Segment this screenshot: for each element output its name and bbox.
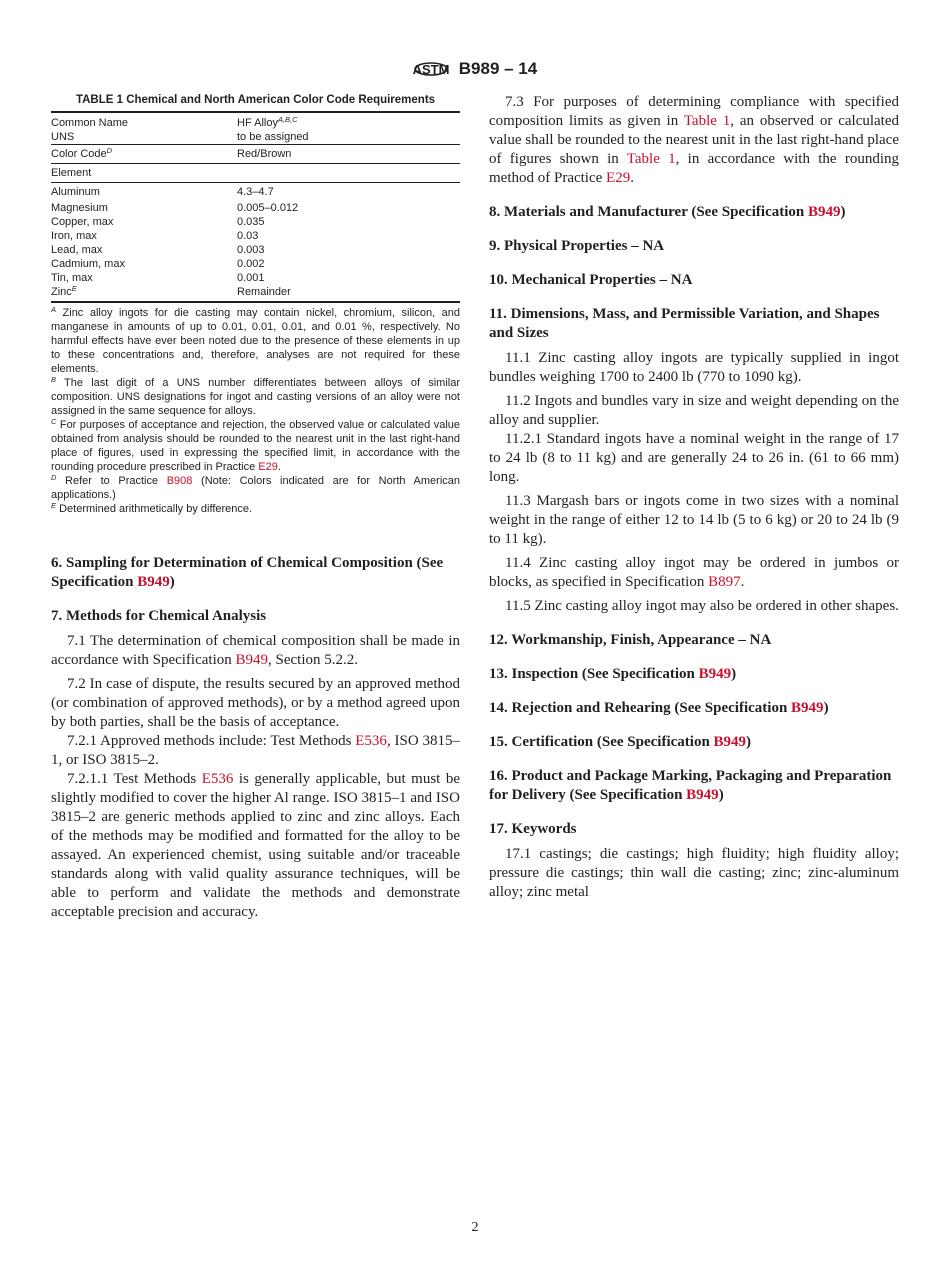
table-row <box>51 257 460 271</box>
page-number: 2 <box>471 1220 479 1235</box>
text-run: ) <box>746 734 752 750</box>
paragraph <box>489 93 899 188</box>
composition-table <box>51 111 460 303</box>
text-run: 17.1 castings; die castings; high fluidity; high fluidity alloy; pressure die castings; thin wall die casting; zinc; zinc-aluminum alloy; zinc metal <box>489 846 899 900</box>
paragraph <box>489 597 899 616</box>
svg-text:ASTM: ASTM <box>412 62 449 77</box>
reference-link[interactable]: B897 <box>708 574 741 590</box>
paragraph <box>489 492 899 549</box>
text-run: . <box>277 461 281 473</box>
text-run: 8. Materials and Manufacturer (See Specification <box>489 204 808 220</box>
footnote-mark: B <box>51 375 57 384</box>
paragraph <box>51 732 460 770</box>
footnote <box>51 376 460 418</box>
text-run: 9. Physical Properties – NA <box>489 238 665 254</box>
paragraph <box>489 554 899 592</box>
row-value: HF Alloy$^{A,B,C}$ <box>237 112 460 130</box>
text-run: (Note: Colors indicated are for North American applications.) <box>51 475 461 501</box>
text-run: Zinc alloy ingots for die casting may contain nickel, chromium, silicon, and manganese in amounts of up to 0.01, 0.01, 0.01, and 0.01 %, respectively. No harmful effects have ever been noted due to the presence of these elements in up to these concentrations and, therefore, analyses are not required for these elements. <box>51 307 460 375</box>
text-run: , Section 5.2.2. <box>268 652 359 668</box>
paragraph <box>489 349 899 387</box>
table-footnotes <box>51 306 460 516</box>
table-title: TABLE 1 Chemical and North American Color Code Requirements <box>75 94 436 106</box>
text-run: 10. Mechanical Properties – NA <box>489 272 693 288</box>
text-run: . <box>630 170 634 186</box>
text-run: For purposes of acceptance and rejection, the observed value or calculated value obtained from analysis should be rounded to the nearest unit in the last right-hand place of figures, used in expressing the specified limit, in accordance with the rounding procedure prescribed in Practice <box>51 419 460 473</box>
text-run: 11.2.1 Standard ingots have a nominal weight in the range of 17 to 24 lb (8 to 11 kg) and are generally 24 to 26 in. (61 to 66 mm) long. <box>489 431 899 485</box>
row-label: Copper, max <box>51 216 114 228</box>
row-label: Lead, max <box>51 244 103 256</box>
text-run: 15. Certification (See Specification <box>489 734 714 750</box>
section-heading <box>489 631 899 650</box>
table-row <box>51 164 460 183</box>
row-value: 0.003 <box>237 244 265 256</box>
row-value: to be assigned <box>237 131 309 143</box>
text-run: 7.2.1 Approved methods include: Test Methods <box>67 733 356 749</box>
text-run: 16. Product and Package Marking, Packaging and Preparation for Delivery (See Specification <box>489 768 892 803</box>
section-heading <box>489 271 899 290</box>
text-run: 11. Dimensions, Mass, and Permissible Variation, and Shapes and Sizes <box>489 306 880 341</box>
footnote-mark: E <box>71 284 77 293</box>
reference-link[interactable]: Table 1 <box>626 151 676 167</box>
text-run: Refer to Practice <box>65 475 167 487</box>
row-label: Iron, max <box>51 230 97 242</box>
text-run: 11.1 Zinc casting alloy ingots are typically supplied in ingot bundles weighing 1700 to 2400 lb (770 to 1090 kg). <box>489 350 899 385</box>
table-row <box>51 183 460 202</box>
row-value: 0.035 <box>237 216 265 228</box>
footnote-mark: A,B,C <box>277 115 298 124</box>
paragraph <box>489 430 899 487</box>
reference-link[interactable]: Table 1 <box>683 113 731 129</box>
reference-link[interactable]: E536 <box>201 771 234 787</box>
section-heading <box>489 733 899 752</box>
text-run: 13. Inspection (See Specification <box>489 666 699 682</box>
section-heading <box>489 820 899 839</box>
section-heading <box>51 554 460 592</box>
table-row <box>51 271 460 285</box>
paragraph <box>489 392 899 430</box>
footnote <box>51 502 460 516</box>
row-value: 0.03 <box>237 230 259 242</box>
row-label: Zinc$^E$ <box>51 285 237 302</box>
text-run: 11.5 Zinc casting alloy ingot may also be ordered in other shapes. <box>505 598 899 614</box>
text-run: 17. Keywords <box>489 821 577 837</box>
text-run: , in accordance with the rounding method of Practice <box>489 151 899 186</box>
table-row <box>51 130 460 145</box>
table-row <box>51 243 460 257</box>
text-run: 7.2.1.1 Test Methods <box>67 771 202 787</box>
footnote-mark: D <box>106 146 113 155</box>
text-run: ) <box>169 574 175 590</box>
text-run: ) <box>840 204 846 220</box>
footnote-mark: E <box>51 501 57 510</box>
reference-link[interactable]: B949 <box>698 666 732 682</box>
text-run: ) <box>823 700 829 716</box>
text-run: , ISO 3815–1, or ISO 3815–2. <box>51 733 461 768</box>
row-label: Tin, max <box>51 272 93 284</box>
row-value: Remainder <box>237 285 460 302</box>
row-value: 0.001 <box>237 272 265 284</box>
table-row <box>51 201 460 215</box>
row-label: Color Code$^D$ <box>51 145 237 164</box>
paragraph <box>51 632 460 670</box>
row-value: 0.002 <box>237 258 265 270</box>
table-row <box>51 285 460 302</box>
reference-link[interactable]: E29 <box>606 170 631 186</box>
text-run: 14. Rejection and Rehearing (See Specification <box>489 700 792 716</box>
standard-designation: B989 – 14 <box>458 59 538 78</box>
text-run: ) <box>731 666 737 682</box>
row-value: Red/Brown <box>237 145 460 164</box>
section-heading <box>489 767 899 805</box>
text-run: 11.4 Zinc casting alloy ingot may be ordered in jumbos or blocks, as specified in Specification <box>489 555 899 590</box>
right-column <box>489 93 899 902</box>
row-label: UNS <box>51 131 75 143</box>
paragraph <box>51 770 460 922</box>
text-run: 7. Methods for Chemical Analysis <box>51 608 267 624</box>
section-heading <box>489 305 899 343</box>
footnote-mark: A <box>51 305 57 314</box>
text-run: , an observed or calculated value shall be rounded to the nearest unit in the last right-hand place of figures shown in <box>489 113 900 167</box>
table-row <box>51 229 460 243</box>
row-label: Aluminum <box>51 183 237 202</box>
text-run: 7.1 The determination of chemical composition shall be made in accordance with Specification <box>51 633 460 668</box>
text-run: The last digit of a UNS number differentiates between alloys of similar composition. UNS designations for ingot and casting versions of an alloy were not assigned in the same sequence for alloys. <box>51 377 460 417</box>
text-run: 11.3 Margash bars or ingots come in two sizes with a nominal weight in the range of either 12 to 14 lb (5 to 6 kg) or 20 to 24 lb (9 to 11 kg). <box>489 493 899 547</box>
row-value <box>237 164 460 183</box>
reference-link[interactable]: B949 <box>713 734 747 750</box>
row-label: Magnesium <box>51 202 108 214</box>
row-label: Element <box>51 164 237 183</box>
reference-link[interactable]: B949 <box>686 787 719 803</box>
paragraph <box>51 675 460 732</box>
reference-link[interactable]: E536 <box>355 733 387 749</box>
footnote-mark: C <box>51 417 57 426</box>
footnote <box>51 306 460 376</box>
section-heading <box>489 237 899 256</box>
reference-link[interactable]: B949 <box>137 574 170 590</box>
text-run: 11.2 Ingots and bundles vary in size and weight depending on the alloy and supplier. <box>489 393 899 428</box>
text-run: 12. Workmanship, Finish, Appearance – NA <box>489 632 772 648</box>
right-body <box>489 93 899 902</box>
left-body <box>51 554 460 922</box>
row-value: 0.005–0.012 <box>237 202 299 214</box>
reference-link[interactable]: B949 <box>235 652 269 668</box>
reference-link[interactable]: B908 <box>166 475 193 487</box>
table-row <box>51 112 460 130</box>
left-column <box>51 93 460 922</box>
footnote <box>51 418 460 474</box>
section-heading <box>489 665 899 684</box>
astm-logo-icon <box>413 56 449 82</box>
text-run: ) <box>718 787 724 803</box>
text-run: . <box>740 574 745 590</box>
reference-link[interactable]: E29 <box>258 461 278 473</box>
text-run: Determined arithmetically by difference. <box>59 503 253 515</box>
section-heading <box>51 607 460 626</box>
section-heading <box>489 699 899 718</box>
table-row <box>51 215 460 229</box>
table-row <box>51 145 460 164</box>
reference-link[interactable]: B949 <box>791 700 824 716</box>
page-header <box>0 56 950 82</box>
footnote-mark: D <box>51 473 57 482</box>
row-label: Cadmium, max <box>51 258 125 270</box>
text-run: 7.2 In case of dispute, the results secured by an approved method (or combination of approved methods), or by a method agreed upon by both parties, shall be the basis of acceptance. <box>51 676 460 730</box>
reference-link[interactable]: B949 <box>807 204 841 220</box>
row-label: Common Name <box>51 112 237 130</box>
row-value: 4.3–4.7 <box>237 183 460 202</box>
section-heading <box>489 203 899 222</box>
paragraph <box>489 845 899 902</box>
footnote <box>51 474 460 502</box>
text-run: is generally applicable, but must be slightly modified to cover the higher Al range. ISO 3815–1 and ISO 3815–2 are generic methods applied to zinc and zinc alloys. Each of the methods may be modified and formatted for the alloy to be assayed. An experienced chemist, using suitable and/or traceable standards along with valid quality assurance techniques, will be able to perform and validate the methods and demonstrate acceptable precision and accuracy. <box>51 771 460 920</box>
text-run: 6. Sampling for Determination of Chemical Composition (See Specification <box>51 555 444 590</box>
text-run: 7.3 For purposes of determining compliance with specified composition limits as given in <box>489 94 899 129</box>
